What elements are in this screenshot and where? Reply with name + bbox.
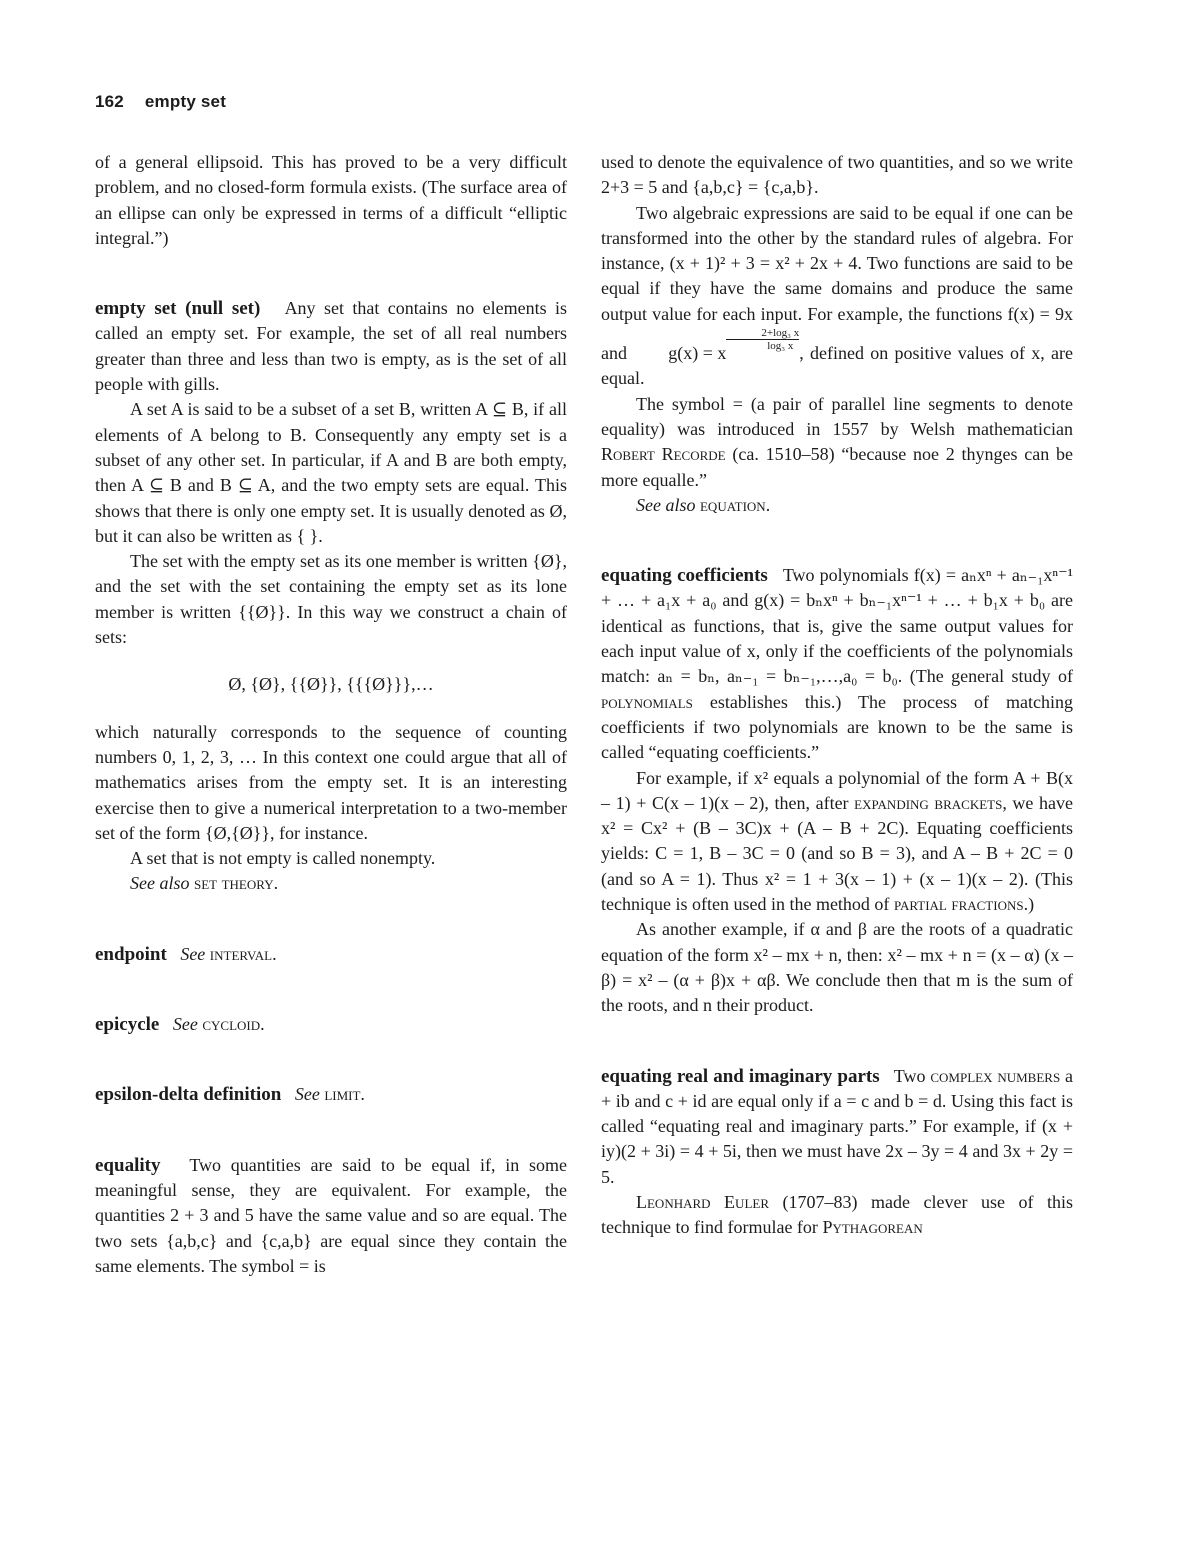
entry-equating-real-imaginary xyxy=(601,1064,1073,1190)
see-also-label: See also xyxy=(130,873,190,894)
empty-set-see-also xyxy=(95,871,567,896)
equality-para-3-text: The symbol = (a pair of parallel line segments to denote equality) was introduced in 1557 by Welsh mathematician xyxy=(601,393,1073,439)
gx-exponent xyxy=(726,327,799,352)
cross-ref-robert-recorde[interactable]: Robert Recorde xyxy=(601,444,726,465)
entry-equality xyxy=(95,1153,567,1279)
entry-endpoint xyxy=(95,942,567,967)
equating-coeff-para-2 xyxy=(601,766,1073,918)
empty-set-para-2: A set A is said to be a subset of a set B, written A ⊆ B, if all elements of A belong to B. Consequently any empty set is a subset of any other set. In particular, if A and B are both empty, then A ⊆ B and B ⊆ A, and the two empty sets are equal. This shows that there is only one empty set. It is usually denoted as Ø, but it can also be written as { }. xyxy=(95,399,567,546)
headword-equating-coefficients: equating coefficients xyxy=(601,565,768,587)
cross-ref-interval[interactable]: interval. xyxy=(209,943,277,964)
cross-ref-complex-numbers[interactable]: complex numbers xyxy=(930,1065,1061,1086)
see-label: See xyxy=(180,943,206,964)
empty-set-para-4: which naturally corresponds to the sequence of counting numbers 0, 1, 2, 3, … In this context one could argue that all of mathematics arises from the empty set. It is an interesting exercise then to give a numerical interpretation to a two-member set of the form {Ø,{Ø}}, for instance. xyxy=(95,721,567,843)
equality-para-3 xyxy=(601,392,1073,493)
cross-ref-limit[interactable]: limit. xyxy=(324,1084,365,1105)
see-also-label: See also xyxy=(636,494,696,515)
chain-of-sets-display: Ø, {Ø}, {{Ø}}, {{{Ø}}},… xyxy=(228,674,434,695)
equating-coeff-para-2-end: .) xyxy=(1023,894,1035,915)
right-column xyxy=(601,150,1073,1241)
equating-real-para-2-text: (1707–83) made clever use of this technique to find formulae for xyxy=(601,1191,1073,1238)
see-label: See xyxy=(294,1084,320,1105)
equating-real-pre: Two xyxy=(893,1065,926,1086)
entry-equating-coefficients xyxy=(601,563,1073,765)
gx-exponent-denominator: log₃ x xyxy=(767,340,794,353)
cross-ref-polynomials[interactable]: polynomials xyxy=(601,691,693,712)
equality-para-1: Two quantities are said to be equal if, in some meaningful sense, they are equivalent. For example, the quantities 2 + 3 and 5 have the same value and so are equal. The two sets {a,b,c} and {c,a,b} are equal since they contain the same elements. The symbol = is xyxy=(95,1154,567,1276)
continued-paragraph: of a general ellipsoid. This has proved to be a very difficult problem, and no closed-form formula exists. (The surface area of an ellipse can only be expressed in terms of a difficult “elliptic integral.”) xyxy=(95,152,567,248)
headword-empty-set: empty set (null set) xyxy=(95,298,261,320)
page-number: 162 xyxy=(95,92,124,111)
cross-ref-set-theory[interactable]: set theory. xyxy=(193,873,279,894)
entry-epsilon-delta xyxy=(95,1082,567,1107)
cross-ref-cycloid[interactable]: cycloid. xyxy=(202,1014,265,1035)
cross-ref-leonhard-euler[interactable]: Leonhard Euler xyxy=(636,1191,769,1212)
equating-coeff-para-2-text: For example, if x² equals a polynomial of the form A + B(x – 1) + C(x – 1)(x – 2), then, after xyxy=(601,767,1073,813)
equating-real-para-2 xyxy=(601,1190,1073,1241)
gx-lhs: g(x) = x xyxy=(668,343,727,364)
equality-para-3-end: (ca. 1510–58) “because noe 2 thynges can be more equalle.” xyxy=(601,444,1074,490)
empty-set-para-3: The set with the empty set as its one member is written {Ø}, and the set with the set containing the empty set as its lone member is written {{Ø}}. In this way we construct a chain of sets: xyxy=(95,551,567,648)
headword-epicycle: epicycle xyxy=(95,1014,160,1036)
cross-ref-equation[interactable]: equation. xyxy=(699,494,771,515)
cross-ref-partial-fractions[interactable]: partial fractions xyxy=(893,894,1024,915)
equality-para-2 xyxy=(601,201,1073,392)
equality-continued: used to denote the equivalence of two quantities, and so we write 2+3 = 5 and {a,b,c} = {c,a,b}. xyxy=(601,152,1073,198)
entry-empty-set xyxy=(95,296,567,397)
cross-ref-pythagorean[interactable]: Pythagorean xyxy=(822,1217,923,1238)
gx-exponent-numerator: 2+log₃ x xyxy=(726,327,799,340)
empty-set-para-1: Any set that contains no elements is called an empty set. For example, the set of all real numbers greater than three and less than two is empty, as is the set of all people with gills. xyxy=(95,298,567,395)
cross-ref-expanding-brackets[interactable]: expanding brackets xyxy=(854,792,1003,813)
entry-epicycle xyxy=(95,1012,567,1037)
equating-coeff-para-2-mid: , we have x² = Cx² + (B – 3C)x + (A – B + 2C). Equating coefficients yields: C = 1, B – 3C = 0 (and so B = 3), and A – B + 2C = 0 (and so A = 1). Thus x² = 1 + 3(x – 1) + (x – 1)(x – 2). (This technique is often used in the method of xyxy=(601,792,1074,915)
see-label: See xyxy=(172,1014,198,1035)
equality-para-2-text: Two algebraic expressions are said to be equal if one can be transformed into the other by the standard rules of algebra. For instance, (x + 1)² + 3 = x² + 2x + 4. Two functions are said to be equal if they have the same domains and produce the same output value for each input. For example, the functions f(x) = 9x and xyxy=(601,202,1073,364)
headword-equating-real-imaginary: equating real and imaginary parts xyxy=(601,1065,880,1087)
headword-endpoint: endpoint xyxy=(95,943,167,965)
equating-coeff-para-3: As another example, if α and β are the roots of a quadratic equation of the form x² – mx + n, then: x² – mx + n = (x – α) (x – β) = x² – (α + β)x + αβ. We conclude then that m is the sum of the roots, and n their product. xyxy=(601,919,1073,1016)
left-column xyxy=(95,150,567,1279)
headword-equality: equality xyxy=(95,1154,161,1176)
running-title: empty set xyxy=(144,92,227,111)
equating-coeff-para-1-end: establishes this.) The process of matching coefficients if two polynomials are known to be the same is called “equating coefficients.” xyxy=(601,691,1074,763)
empty-set-para-5: A set that is not empty is called nonempty. xyxy=(130,848,436,869)
headword-epsilon-delta: epsilon-delta definition xyxy=(95,1084,282,1106)
gx-formula xyxy=(633,327,799,366)
gx-rest: , defined on positive values of x, are equal. xyxy=(601,343,1074,389)
equating-real-para-1: a + ib and c + id are equal only if a = c and b = d. Using this fact is called “equating real and imaginary parts.” For example, if (x + iy)(2 + 3i) = 4 + 5i, then we must have 2x – 3y = 4 and 3x + 2y = 5. xyxy=(601,1065,1074,1187)
equality-see-also xyxy=(601,493,1073,518)
running-header xyxy=(95,92,226,112)
equating-coeff-para-1: Two polynomials f(x) = aₙxⁿ + aₙ₋₁xⁿ⁻¹ + … + a₁x + a₀ and g(x) = bₙxⁿ + bₙ₋₁xⁿ⁻¹ + … + b₁x + b₀ are identical as functions, that is, give the same output values for each input value of x, only if the coefficients of the polynomials match: aₙ = bₙ, aₙ₋₁ = bₙ₋₁,…,a₀ = b₀. (The general study of xyxy=(601,565,1073,687)
